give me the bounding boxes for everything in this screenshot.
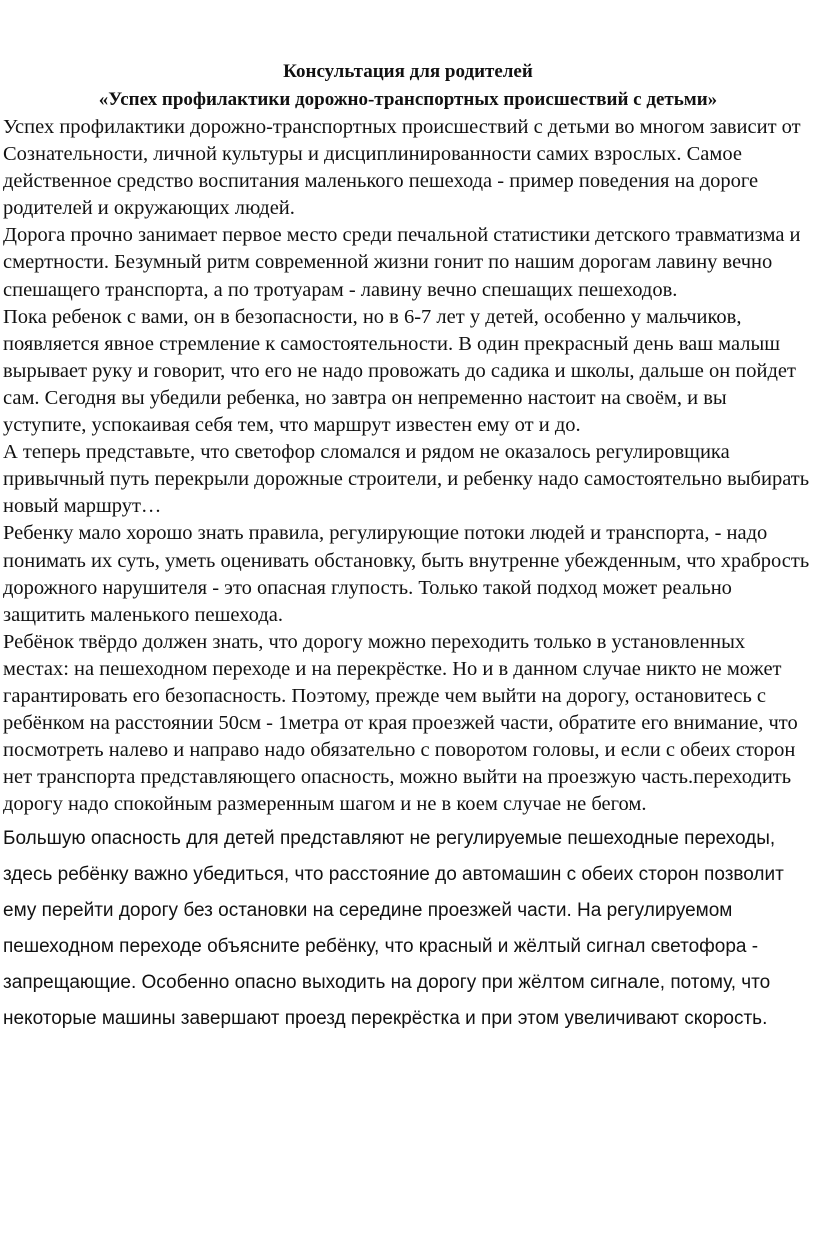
- paragraph-independence: Пока ребенок с вами, он в безопасности, но в 6-7 лет у детей, особенно у мальчиков, появляется явное стремление к самостоятельности. В один прекрасный день ваш малыш вырывает руку и говорит, что его не надо провожать до садика и школы, дальше он пойдет сам. Сегодня вы убедили ребенка, но завтра он непременно настоит на своём, и вы уступите, успокаивая себя тем, что маршрут известен ему от и до.: [3, 305, 796, 437]
- paragraph-crossing: Ребёнок твёрдо должен знать, что дорогу можно переходить только в установленных местах: на пешеходном переходе и на перекрёстке. Но и в данном случае никто не может гарантировать его безопасность. Поэтому, прежде чем выйти на дорогу, остановитесь с ребёнком на расстоянии 50см - 1метра от края проезжей части, обратите его внимание, что посмотреть налево и направо надо обязательно с поворотом головы, и если с обеих сторон нет транспорта представляющего опасность, можно выйти на проезжую часть.переходить дорогу надо спокойным размеренным шагом и не в коем случае не бегом.: [3, 630, 798, 816]
- document-title: Консультация для родителей: [283, 61, 533, 82]
- paragraph-new-route: А теперь представьте, что светофор сломался и рядом не оказалось регулировщика привычный путь перекрыли дорожные строители, и ребенку надо самостоятельно выбирать новый маршрут…: [3, 441, 810, 518]
- paragraph-unregulated-crossings: Большую опасность для детей представляют не регулируемые пешеходные переходы, здесь ребёнку важно убедиться, что расстояние до автомашин с обеих сторон позволит ему перейти дорогу без остановки на середине проезжей части. На регулируемом пешеходном переходе объясните ребёнку, что красный и жёлтый сигнал светофора - запрещающие. Особенно опасно выходить на дорогу при жёлтом сигнале, потому, что некоторые машины завершают проезд перекрёстка и при этом увеличивают скорость.: [3, 828, 784, 1030]
- paragraph-intro: Успех профилактики дорожно-транспортных происшествий с детьми во многом зависит от Сознательности, личной культуры и дисциплинированности самих взрослых. Самое действенное средство воспитания маленького пешехода - пример поведения на дороге родителей и окружающих людей.: [3, 116, 801, 220]
- paragraph-rules: Ребенку мало хорошо знать правила, регулирующие потоки людей и транспорта, - надо понимать их суть, уметь оценивать обстановку, быть внутренне убежденным, что храбрость дорожного нарушителя - это опасная глупость. Только такой подход может реально защитить маленького пешехода.: [3, 522, 810, 626]
- document-subtitle: «Успех профилактики дорожно-транспортных происшествий с детьми»: [98, 89, 718, 110]
- paragraph-statistics: Дорога прочно занимает первое место среди печальной статистики детского травматизма и смертности. Безумный ритм современной жизни гонит по нашим дорогам лавину вечно спешащего транспорта, а по тротуарам - лавину вечно спешащих пешеходов.: [3, 224, 801, 301]
